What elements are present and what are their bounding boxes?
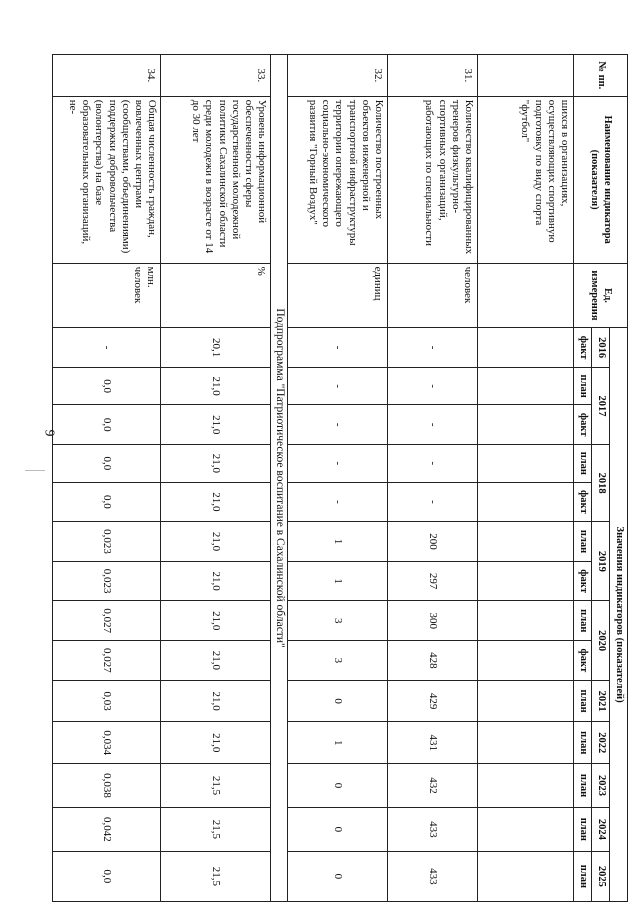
header-year: 2021 bbox=[592, 680, 610, 722]
value-cell: - bbox=[388, 405, 478, 445]
value-cell: - bbox=[388, 445, 478, 483]
value-cell: 0,0 bbox=[53, 445, 161, 483]
value-cell: 21,0 bbox=[161, 561, 271, 601]
value-cell: - bbox=[288, 482, 388, 522]
value-cell bbox=[478, 328, 574, 368]
indicator-name: Общая численность граждан, вовлеченных центрами (сообществами, объединениями) поддержки добровольчества (волонтерства) на базе образовательных организаций, не- bbox=[53, 96, 161, 263]
table-row bbox=[53, 55, 161, 902]
header-year: 2016 bbox=[592, 328, 610, 368]
header-plan: план bbox=[574, 367, 592, 405]
header-year: 2025 bbox=[592, 851, 610, 901]
value-cell: 0,03 bbox=[53, 680, 161, 722]
header-plan: план bbox=[574, 764, 592, 808]
value-cell bbox=[478, 561, 574, 601]
value-cell: - bbox=[288, 328, 388, 368]
header-plan: план bbox=[574, 445, 592, 483]
header-year: 2024 bbox=[592, 807, 610, 851]
header-name: Наименование индикатора (показателя) bbox=[574, 96, 628, 263]
table-row bbox=[478, 55, 574, 902]
header-unit: Ед. измерения bbox=[574, 263, 628, 328]
indicators-table bbox=[52, 54, 628, 902]
scan-mark bbox=[25, 470, 45, 471]
value-cell: 21,0 bbox=[161, 641, 271, 681]
value-cell bbox=[478, 641, 574, 681]
indicator-name: шихся в организациях, осуществляющих спортивную подготовку по виду спорта "футбол" bbox=[478, 96, 574, 263]
value-cell: 1 bbox=[288, 522, 388, 562]
value-cell: 0,0 bbox=[53, 851, 161, 901]
header-plan: план bbox=[574, 601, 592, 641]
value-cell: - bbox=[288, 445, 388, 483]
header-fact: факт bbox=[574, 482, 592, 522]
row-number: 32. bbox=[288, 55, 388, 97]
value-cell: 432 bbox=[388, 764, 478, 808]
value-cell: 3 bbox=[288, 601, 388, 641]
value-cell: 0,027 bbox=[53, 601, 161, 641]
header-fact: факт bbox=[574, 641, 592, 681]
subprogram-title: Подпрограмма "Патриотическое воспитание в Сахалинской области" bbox=[271, 55, 288, 902]
table-row bbox=[388, 55, 478, 902]
value-cell: 21,0 bbox=[161, 405, 271, 445]
value-cell: 0 bbox=[288, 680, 388, 722]
value-cell: 1 bbox=[288, 561, 388, 601]
header-fact: факт bbox=[574, 405, 592, 445]
rotated-table-container bbox=[60, 54, 628, 902]
header-year: 2019 bbox=[592, 522, 610, 601]
value-cell: 0,027 bbox=[53, 641, 161, 681]
value-cell: 0,023 bbox=[53, 522, 161, 562]
value-cell: 0,0 bbox=[53, 405, 161, 445]
value-cell bbox=[478, 764, 574, 808]
header-num: № пп. bbox=[574, 55, 628, 97]
value-cell: - bbox=[288, 367, 388, 405]
value-cell: 21,0 bbox=[161, 680, 271, 722]
header-year: 2023 bbox=[592, 764, 610, 808]
value-cell: 431 bbox=[388, 722, 478, 764]
unit-cell: человек bbox=[388, 263, 478, 328]
table-row bbox=[288, 55, 388, 902]
header-values: Значения индикаторов (показателей) bbox=[610, 328, 628, 902]
value-cell: - bbox=[288, 405, 388, 445]
value-cell: 0 bbox=[288, 851, 388, 901]
unit-cell bbox=[478, 263, 574, 328]
value-cell: - bbox=[53, 328, 161, 368]
value-cell: 0 bbox=[288, 807, 388, 851]
page-number: 9 bbox=[41, 429, 57, 437]
value-cell: 3 bbox=[288, 641, 388, 681]
header-plan: план bbox=[574, 722, 592, 764]
value-cell: 428 bbox=[388, 641, 478, 681]
value-cell: 0,034 bbox=[53, 722, 161, 764]
value-cell: 429 bbox=[388, 680, 478, 722]
value-cell: 21,5 bbox=[161, 764, 271, 808]
row-number: 33. bbox=[161, 55, 271, 97]
header-plan: план bbox=[574, 807, 592, 851]
row-number bbox=[478, 55, 574, 97]
value-cell: 0 bbox=[288, 764, 388, 808]
header-fact: факт bbox=[574, 328, 592, 368]
value-cell: 1 bbox=[288, 722, 388, 764]
value-cell: 21,0 bbox=[161, 722, 271, 764]
value-cell bbox=[478, 405, 574, 445]
row-number: 31. bbox=[388, 55, 478, 97]
indicator-name: Количество построенных объектов инженерной и транспортной инфраструктуры территории опережающего социально-экономического развития "Горный Воздух" bbox=[288, 96, 388, 263]
value-cell bbox=[478, 445, 574, 483]
table-row bbox=[161, 55, 271, 902]
value-cell bbox=[478, 680, 574, 722]
value-cell bbox=[478, 482, 574, 522]
unit-cell: единиц bbox=[288, 263, 388, 328]
unit-cell: % bbox=[161, 263, 271, 328]
value-cell bbox=[478, 367, 574, 405]
value-cell: - bbox=[388, 482, 478, 522]
header-year: 2017 bbox=[592, 367, 610, 444]
header-year: 2018 bbox=[592, 445, 610, 522]
value-cell: 21,5 bbox=[161, 807, 271, 851]
header-plan: план bbox=[574, 680, 592, 722]
value-cell: 21,0 bbox=[161, 367, 271, 405]
value-cell: 0,042 bbox=[53, 807, 161, 851]
value-cell: 0,023 bbox=[53, 561, 161, 601]
value-cell: 21,0 bbox=[161, 601, 271, 641]
rows-group-sport bbox=[288, 55, 574, 902]
value-cell bbox=[478, 851, 574, 901]
value-cell bbox=[478, 601, 574, 641]
value-cell: 0,0 bbox=[53, 482, 161, 522]
indicator-name: Уровень информационной обеспеченности сферы государственной молодежной политики Сахалинской области среди молодежи в возрасте от 14 до 30 лет bbox=[161, 96, 271, 263]
value-cell: 21,0 bbox=[161, 482, 271, 522]
unit-cell: млн. человек bbox=[53, 263, 161, 328]
value-cell bbox=[478, 522, 574, 562]
value-cell: 297 bbox=[388, 561, 478, 601]
value-cell: - bbox=[388, 367, 478, 405]
indicator-name: Количество квалифицированных тренеров физкультурно-спортивных организаций, работающих по специальности bbox=[388, 96, 478, 263]
value-cell: 0,0 bbox=[53, 367, 161, 405]
value-cell: 433 bbox=[388, 851, 478, 901]
value-cell bbox=[478, 722, 574, 764]
header-fact: факт bbox=[574, 561, 592, 601]
header-plan: план bbox=[574, 851, 592, 901]
header-year: 2020 bbox=[592, 601, 610, 680]
value-cell bbox=[478, 807, 574, 851]
row-number: 34. bbox=[53, 55, 161, 97]
header-year: 2022 bbox=[592, 722, 610, 764]
value-cell: 300 bbox=[388, 601, 478, 641]
value-cell: 21,0 bbox=[161, 522, 271, 562]
value-cell: 200 bbox=[388, 522, 478, 562]
value-cell: 20,1 bbox=[161, 328, 271, 368]
value-cell: - bbox=[388, 328, 478, 368]
rows-group-patriotic bbox=[53, 55, 271, 902]
value-cell: 0,038 bbox=[53, 764, 161, 808]
value-cell: 21,0 bbox=[161, 445, 271, 483]
header-plan: план bbox=[574, 522, 592, 562]
value-cell: 433 bbox=[388, 807, 478, 851]
value-cell: 21,5 bbox=[161, 851, 271, 901]
